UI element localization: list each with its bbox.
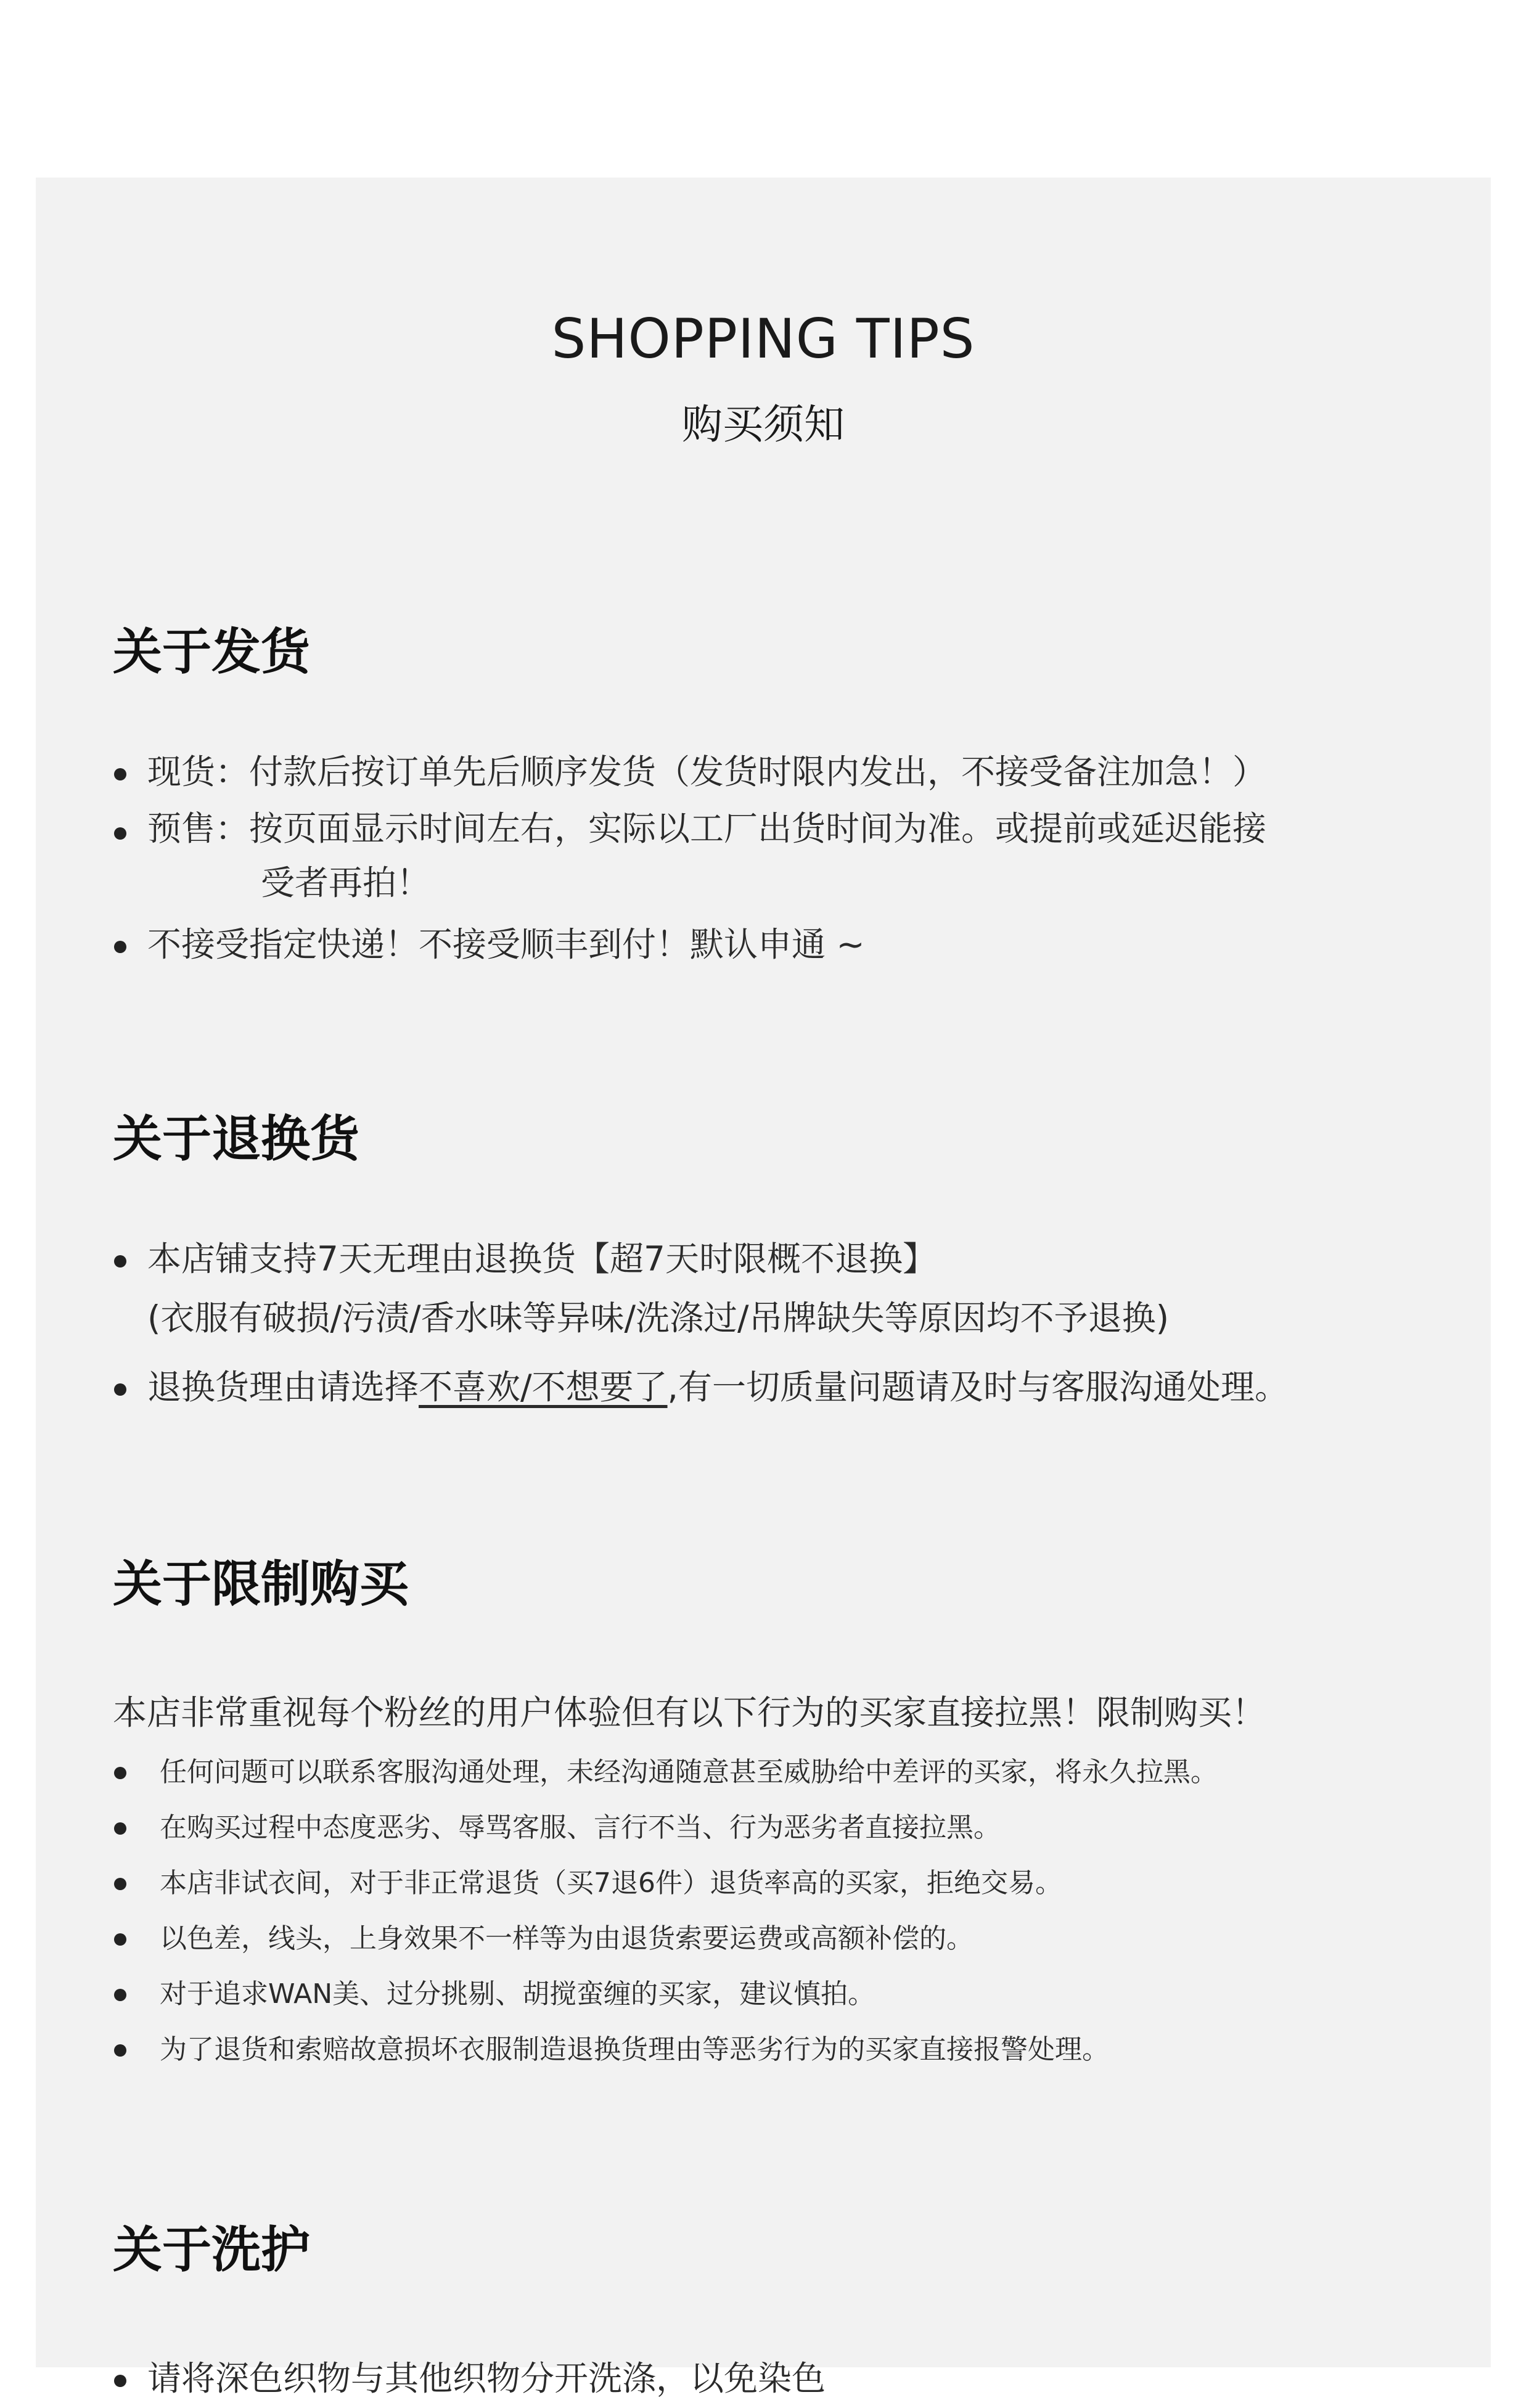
returns-item-line: (衣服有破损/污渍/香水味等异味/洗涤过/吊牌缺失等原因均不予退换) <box>147 1298 1170 1338</box>
restrictions-list <box>113 1745 1445 2078</box>
shipping-item-presale <box>113 801 1445 910</box>
restrictions-item: 为了退货和索赔故意损坏衣服制造退换货理由等恶劣行为的买家直接报警处理。 <box>113 2022 1445 2078</box>
restrictions-section <box>113 1554 1445 2078</box>
shipping-item-label: 预售： <box>147 809 250 848</box>
shipping-item-courier <box>113 915 1445 974</box>
shipping-item-continuation: 受者再拍！ <box>261 863 431 903</box>
restrictions-item: 在购买过程中态度恶劣、辱骂客服、言行不当、行为恶劣者直接拉黑。 <box>113 1800 1445 1856</box>
shipping-item-text: 不接受指定快递！不接受顺丰到付！默认申通 ~ <box>147 925 865 964</box>
shipping-item-label: 现货： <box>147 752 250 792</box>
shipping-list <box>113 742 1445 974</box>
returns-heading: 关于退换货 <box>113 1110 359 1168</box>
care-list <box>113 2349 1445 2408</box>
page-title-en: SHOPPING TIPS <box>551 307 975 371</box>
restrictions-item: 本店非试衣间，对于非正常退货（买7退6件）退货率高的买家，拒绝交易。 <box>113 1856 1445 1911</box>
restrictions-item: 对于追求WAN美、过分挑剔、胡搅蛮缠的买家，建议慎拍。 <box>113 1967 1445 2022</box>
page-title-zh: 购买须知 <box>682 401 845 448</box>
shipping-heading: 关于发货 <box>113 623 310 681</box>
returns-item-reason <box>113 1358 1445 1417</box>
care-heading: 关于洗护 <box>113 2221 310 2279</box>
care-section <box>113 2219 1445 2408</box>
shipping-item-in-stock <box>113 742 1445 801</box>
returns-item-line: 本店铺支持7天无理由退换货【超7天时限概不退换】 <box>147 1239 937 1279</box>
restrictions-heading: 关于限制购买 <box>113 1555 409 1613</box>
shopping-tips-panel <box>36 178 1491 2398</box>
returns-reason-underlined: 不喜欢/不想要了 <box>419 1367 668 1407</box>
returns-reason-suffix: ,有一切质量问题请及时与客服沟通处理。 <box>667 1367 1289 1407</box>
returns-section <box>113 1108 1445 1417</box>
returns-list <box>113 1229 1445 1417</box>
restrictions-item: 以色差，线头，上身效果不一样等为由退货索要运费或高额补偿的。 <box>113 1911 1445 1967</box>
shipping-item-text: 按页面显示时间左右，实际以工厂出货时间为准。或提前或延迟能接 <box>249 809 1267 848</box>
restrictions-item: 任何问题可以联系客服沟通处理，未经沟通随意甚至威胁给中差评的买家，将永久拉黑。 <box>113 1745 1445 1800</box>
shipping-section <box>113 621 1445 974</box>
care-item: 请将深色织物与其他织物分开洗涤，以免染色 <box>113 2349 1445 2408</box>
shipping-item-text: 付款后按订单先后顺序发货（发货时限内发出，不接受备注加急！） <box>249 752 1267 792</box>
returns-item-policy <box>113 1229 1445 1348</box>
returns-reason-prefix: 退换货理由请选择 <box>147 1367 419 1407</box>
restrictions-intro: 本店非常重视每个粉丝的用户体验但有以下行为的买家直接拉黑！限制购买！ <box>113 1693 1266 1732</box>
